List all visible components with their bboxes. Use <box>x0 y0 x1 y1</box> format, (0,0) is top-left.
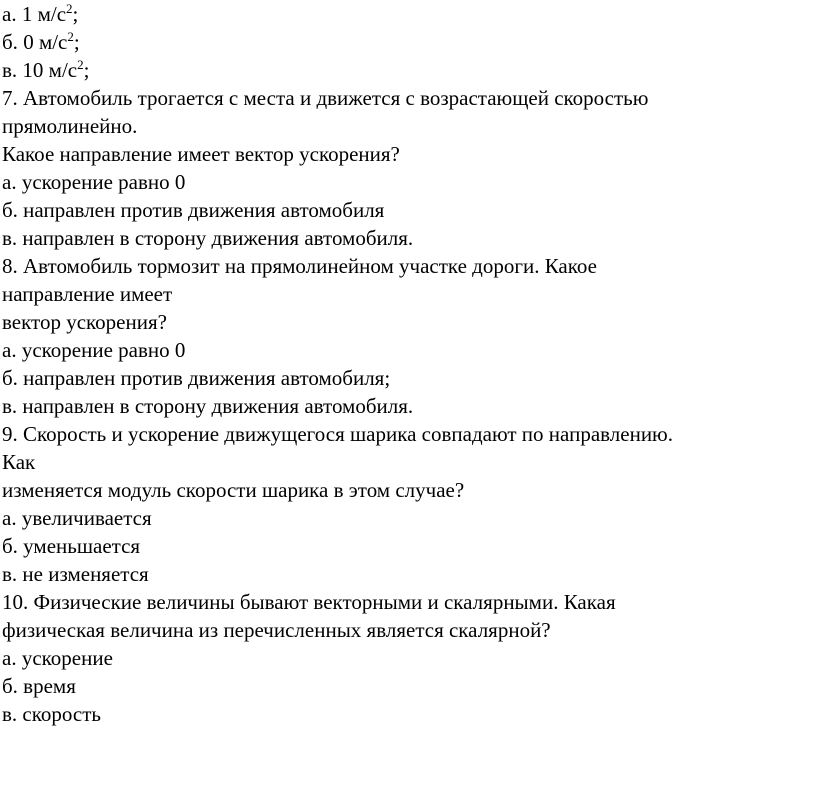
question-7-option-c: в. направлен в сторону движения автомобиля. <box>2 226 414 250</box>
option-value: 10 м/с <box>22 58 78 82</box>
option-label: б. <box>2 30 24 54</box>
option-label: в. <box>2 58 23 82</box>
exponent: 2 <box>67 29 74 44</box>
question-9-line-3: изменяется модуль скорости шарика в этом случае? <box>2 478 465 502</box>
question-9-option-c: в. не изменяется <box>2 562 149 586</box>
question-8-line-2: направление имеет <box>2 282 173 306</box>
prev-option-a <box>2 0 812 28</box>
question-8-option-c: в. направлен в сторону движения автомобиля. <box>2 394 414 418</box>
question-8-line-3: вектор ускорения? <box>2 310 167 334</box>
question-9-line-2: Как <box>2 450 36 474</box>
prev-option-b <box>2 28 812 56</box>
question-7-option-a: а. ускорение равно 0 <box>2 170 186 194</box>
question-10-option-a: а. ускорение <box>2 646 113 670</box>
exponent: 2 <box>66 1 73 16</box>
option-tail: ; <box>73 30 80 54</box>
question-10-line-1: 10. Физические величины бывают векторными и скалярными. Какая <box>2 590 616 614</box>
option-value: 0 м/с <box>23 30 68 54</box>
prev-option-c <box>2 56 812 84</box>
exponent: 2 <box>77 57 84 72</box>
option-tail: ; <box>72 2 79 26</box>
question-7-option-b: б. направлен против движения автомобиля <box>2 198 385 222</box>
question-8-line-1: 8. Автомобиль тормозит на прямолинейном участке дороги. Какое <box>2 254 597 278</box>
question-9-option-b: б. уменьшается <box>2 534 141 558</box>
question-7-line-2: прямолинейно. <box>2 114 138 138</box>
question-9-option-a: а. увеличивается <box>2 506 152 530</box>
option-value: 1 м/с <box>21 2 67 26</box>
question-10-line-2: физическая величина из перечисленных является скалярной? <box>2 618 551 642</box>
question-10-option-c: в. скорость <box>2 702 101 726</box>
question-8-option-b: б. направлен против движения автомобиля; <box>2 366 391 390</box>
option-label: а. <box>2 2 22 26</box>
option-tail: ; <box>83 58 90 82</box>
question-8-option-a: а. ускорение равно 0 <box>2 338 186 362</box>
question-7-line-1: 7. Автомобиль трогается с места и движется с возрастающей скоростью <box>2 86 649 110</box>
question-10-option-b: б. время <box>2 674 76 698</box>
question-9-line-1: 9. Скорость и ускорение движущегося шарика совпадают по направлению. <box>2 422 673 446</box>
document-page <box>2 0 812 728</box>
question-7-line-3: Какое направление имеет вектор ускорения? <box>2 142 400 166</box>
